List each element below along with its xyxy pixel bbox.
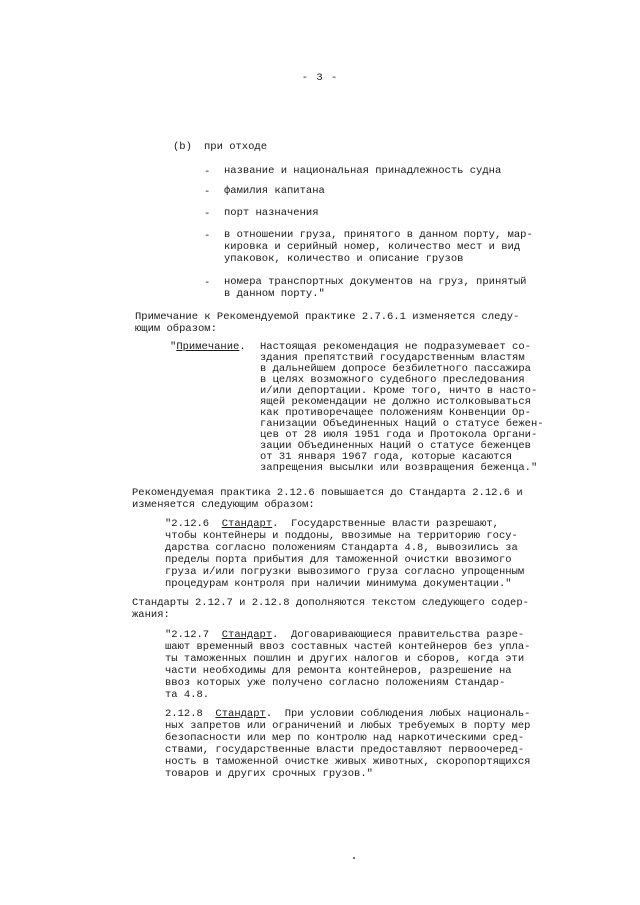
standard-line: груза и/или погрузки вывозимого груза согласно упрощенным (165, 566, 525, 578)
note-label-dot: . (239, 341, 246, 353)
page-number: - 3 - (301, 72, 339, 84)
standard-number: "2.12.7 (165, 629, 222, 641)
list-item-line: в данном порту." (224, 288, 325, 300)
note-line: зации Объединенных Наций о статусе беженцев (260, 440, 531, 452)
scan-speck (353, 857, 355, 859)
note-line: как противоречащее положениям Конвенции Ор- (260, 407, 531, 419)
note-line: в дальнейшем допросе безбилетного пассажира (260, 363, 531, 375)
standard-label: Стандарт (221, 518, 273, 530)
list-dash: - (204, 166, 211, 178)
standard-line: ты таможенных пошлин и других налогов и сборов, когда эти (165, 653, 525, 665)
standard-2127-first-line (165, 630, 524, 642)
list-dash: - (204, 208, 211, 220)
standard-number: 2.12.8 (165, 708, 216, 720)
list-item-line: в отношении груза, принятого в данном порту, мар- (224, 229, 533, 241)
note-line: ганизации Объединенных Наций о статусе бежен- (260, 418, 544, 430)
standard-text: . Договаривающиеся правительства разре- (272, 629, 525, 641)
list-item-line: фамилия капитана (224, 185, 325, 197)
standard-line: части необходимы для ремонта контейнеров, разрешение на (165, 665, 512, 677)
standard-line: ввоз которых уже получено согласно положениям Стандар- (165, 677, 506, 689)
list-dash: - (204, 186, 211, 198)
list-item-line: кировка и серийный номер, количество мест и вид (224, 241, 521, 253)
standard-line: чтобы контейнеры и поддоны, ввозимые на территорию госу- (165, 530, 518, 542)
standard-line: дарства согласно положениям Стандарта 4.8, вывозились за (165, 542, 518, 554)
note-label-text: Примечание (176, 341, 240, 353)
paragraph-line: Стандарты 2.12.7 и 2.12.8 дополняются текстом следующего содер- (132, 597, 529, 609)
note-line: в целях возможного судебного преследования (260, 374, 525, 386)
list-dash: - (204, 230, 211, 242)
note-label (170, 342, 246, 354)
standard-2128-first-line (165, 709, 531, 721)
note-line: цев от 28 июля 1951 года и Протокола Органи- (260, 429, 538, 441)
list-item-line: порт назначения (224, 207, 319, 219)
standard-line: ных запретов или ограничений и любых требуемых в порту мер (165, 720, 531, 732)
standard-line: процедурам контроля при наличии минимума документации." (165, 578, 512, 590)
section-b-label: (b) (173, 141, 192, 153)
note-line: от 31 января 1967 года, которые касаются (260, 451, 513, 463)
note-label-quote: " (170, 341, 177, 353)
list-item-line: упаковок, количество и описание грузов (224, 253, 464, 265)
standard-line: ность в таможенной очистке живых животных, скоропортящихся (165, 756, 531, 768)
list-dash: - (204, 277, 211, 289)
standard-line: безопасности или мер по контролю над наркотическими сред- (165, 732, 525, 744)
paragraph-line: Примечание к Рекомендуемой практике 2.7.6.1 изменяется следу- (135, 311, 520, 323)
standard-line: шают временный ввоз составных частей контейнеров без упла- (165, 641, 531, 653)
standard-label: Стандарт (215, 708, 266, 720)
paragraph-line: ющим образом: (135, 323, 217, 335)
standard-2126-first-line (165, 519, 499, 531)
standard-text: . Государственные власти разрешают, (272, 518, 499, 530)
note-line: Настоящая рекомендация не подразумевает со- (260, 341, 531, 353)
paragraph-line: Рекомендуемая практика 2.12.6 повышается до Стандарта 2.12.6 и (132, 487, 523, 499)
standard-label: Стандарт (221, 629, 273, 641)
list-item-line: название и национальная принадлежность судна (224, 165, 502, 177)
note-line: запрещения высылки или возвращения беженца." (260, 462, 538, 474)
section-b-heading: при отходе (204, 141, 268, 153)
paragraph-line: изменяется следующим образом: (132, 499, 315, 511)
list-item-line: номера транспортных документов на груз, принятый (224, 276, 527, 288)
standard-line: та 4.8. (165, 689, 210, 701)
standard-line: пределы порта прибытия для таможенной очистки ввозимого (165, 554, 512, 566)
standard-text: . При условии соблюдения любых националь- (265, 708, 531, 720)
standard-line: товаров и других срочных грузов." (165, 768, 373, 780)
note-line: ящей рекомендации не должно истолковываться (260, 396, 531, 408)
standard-line: ствами, государственные власти предоставляют первоочеред- (165, 744, 525, 756)
paragraph-line: жания: (132, 609, 170, 621)
standard-number: "2.12.6 (165, 518, 222, 530)
note-line: и/или депортации. Кроме того, ничто в насто- (260, 385, 538, 397)
note-line: здания препятствий государственным властям (260, 352, 525, 364)
